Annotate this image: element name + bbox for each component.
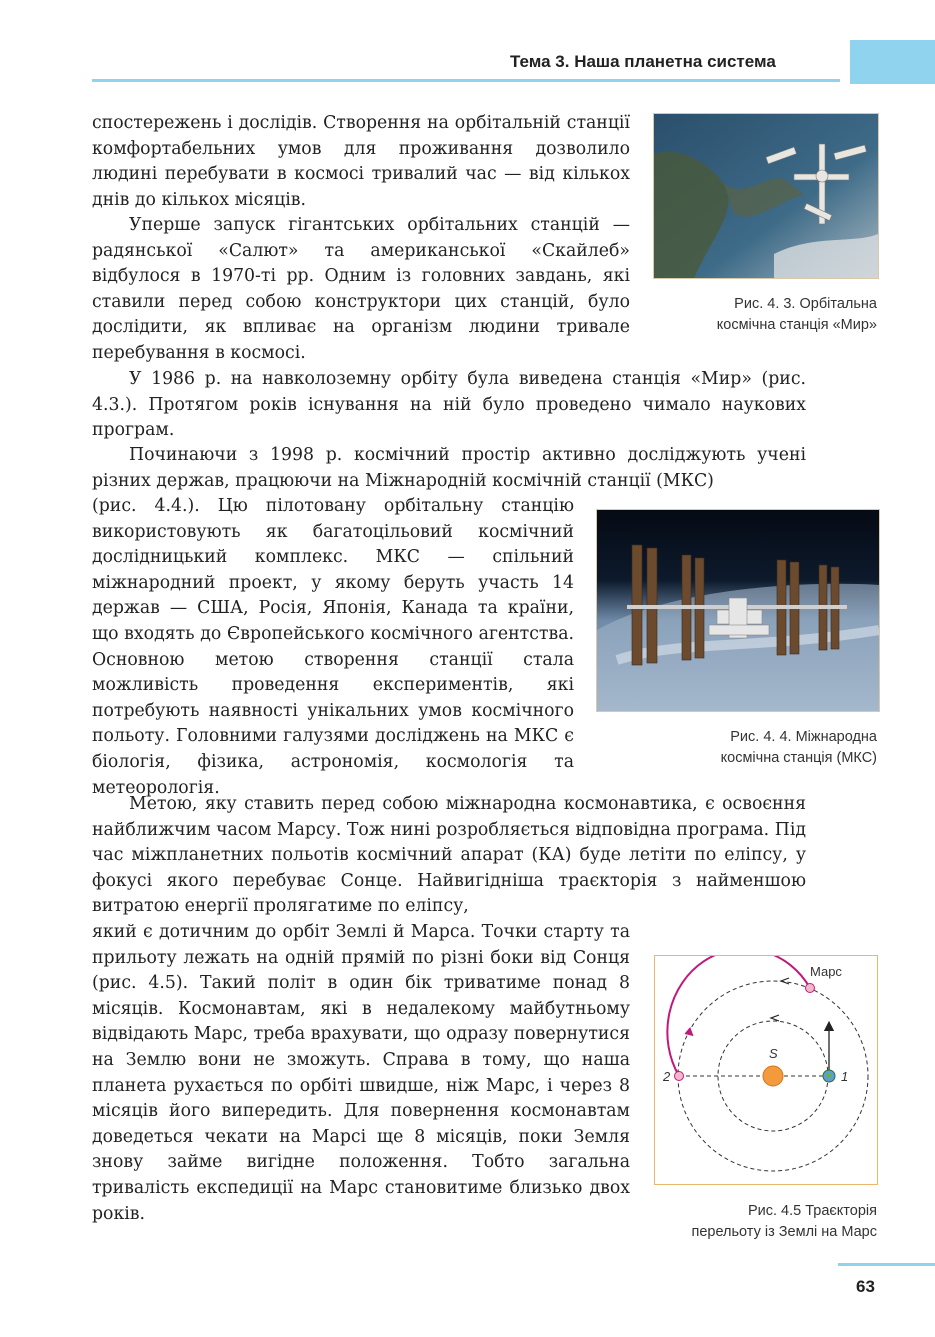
- arrow-icon: [771, 1015, 779, 1021]
- fig-4-3-caption: [640, 294, 877, 336]
- arrow-icon: [781, 978, 789, 984]
- fig-4-5-caption: [620, 1201, 877, 1243]
- mars-icon: [806, 984, 815, 993]
- paragraph-4-body: (рис. 4.4.). Цю пілотовану орбітальну станцію використовують як багатоцільовий космічний дослідницький комплекс. МКС — спільний міжнародний проект, у якому беруть участь 14 держав — США, Росія, Японія, Канада та країни, що входять до Європейського космічного агентства. Основною метою створення станції стала можливість проведення експериментів, які потребують наявності унікальних умов космічного польоту. Головними галузями досліджень на МКС є біологія, фізика, астрономія, космологія та метеорологія.: [92, 496, 574, 798]
- paragraph-3: У 1986 р. на навколоземну орбіту була виведена станція «Мир» (рис. 4.3.). Протягом років існування на ній було проведено чимало наукових програм.: [92, 369, 806, 441]
- paragraph-2: Уперше запуск гігантських орбітальних станцій — радянської «Салют» та американської «Скайлеб» відбулося в 1970-ті рр. Одним із головних завдань, які ставили перед собою конструктори цих станцій, було дослідити, як впливає на організм людини тривале перебування в космосі.: [92, 215, 630, 363]
- point-2-label: 2: [663, 1069, 671, 1084]
- page-number: 63: [856, 1277, 875, 1296]
- paragraph-4-top: Починаючи з 1998 р. космічний простір активно досліджують учені різних держав, працюючи на Міжнародній космічній станції (МКС): [92, 445, 806, 491]
- mars-label: Марс: [810, 964, 842, 979]
- footer-divider: [838, 1263, 935, 1266]
- paragraph-5-top: Метою, яку ставить перед собою міжнародна космонавтика, є освоєння найближчим часом Марсу. Тож нині розробляється відповідна програма. Під час міжпланетних польотів космічний апарат (КА) буде летіти по еліпсу, у фокусі якого перебуває Сонце. Найвигідніша траєкторія з найменшою витратою енергії пролягатиме по еліпсу,: [92, 794, 806, 917]
- arrival-point-icon: [675, 1072, 684, 1081]
- paragraph-5-body: який є дотичним до орбіт Землі й Марса. Точки старту та прильоту лежать на одній прямій по різні боки від Сонця (рис. 4.5). Такий політ в один бік триватиме понад 8 місяців. Космонавтам, які в недалекому майбутньому відвідають Марс, треба врахувати, що одразу повернутися на Землю вони не зможуть. Справа в тому, що наша планета рухається по орбіті швидше, ніж Марс, і через 8 місяців його випередить. Для повернення космонавтам доведеться чекати на Марсі ще 8 місяців, поки Земля знову займе вигідне положення. Тобто загальна тривалість експедиції на Марс становитиме близько двох років.: [92, 922, 630, 1224]
- paragraph-1: спостережень і дослідів. Створення на орбітальній станції комфортабельних умов для проживання дозволило людині перебувати в космосі тривалий час — від кількох днів до кількох місяців.: [92, 113, 630, 210]
- transfer-trajectory: [667, 956, 810, 1076]
- caption-line: космічна станція «Мир»: [716, 317, 877, 333]
- header-divider: [92, 79, 840, 82]
- caption-line: Рис. 4. 4. Міжнародна: [730, 729, 877, 745]
- iss-photo: [596, 509, 880, 712]
- trajectory-diagram: [654, 955, 878, 1185]
- section-title: Тема 3. Наша планетна система: [510, 52, 776, 71]
- fig-4-4-caption: [640, 727, 877, 769]
- sun-icon: [763, 1066, 783, 1086]
- caption-line: Рис. 4. 3. Орбітальна: [734, 296, 877, 312]
- caption-line: перельоту із Землі на Марс: [691, 1224, 877, 1240]
- caption-line: космічна станція (МКС): [720, 750, 877, 766]
- sun-label: S: [769, 1046, 778, 1061]
- arrow-icon: [685, 1028, 693, 1036]
- mir-station-photo: [653, 113, 879, 279]
- caption-line: Рис. 4.5 Траєкторія: [747, 1203, 877, 1219]
- point-1-label: 1: [841, 1069, 849, 1084]
- header-tab-marker: [850, 40, 935, 84]
